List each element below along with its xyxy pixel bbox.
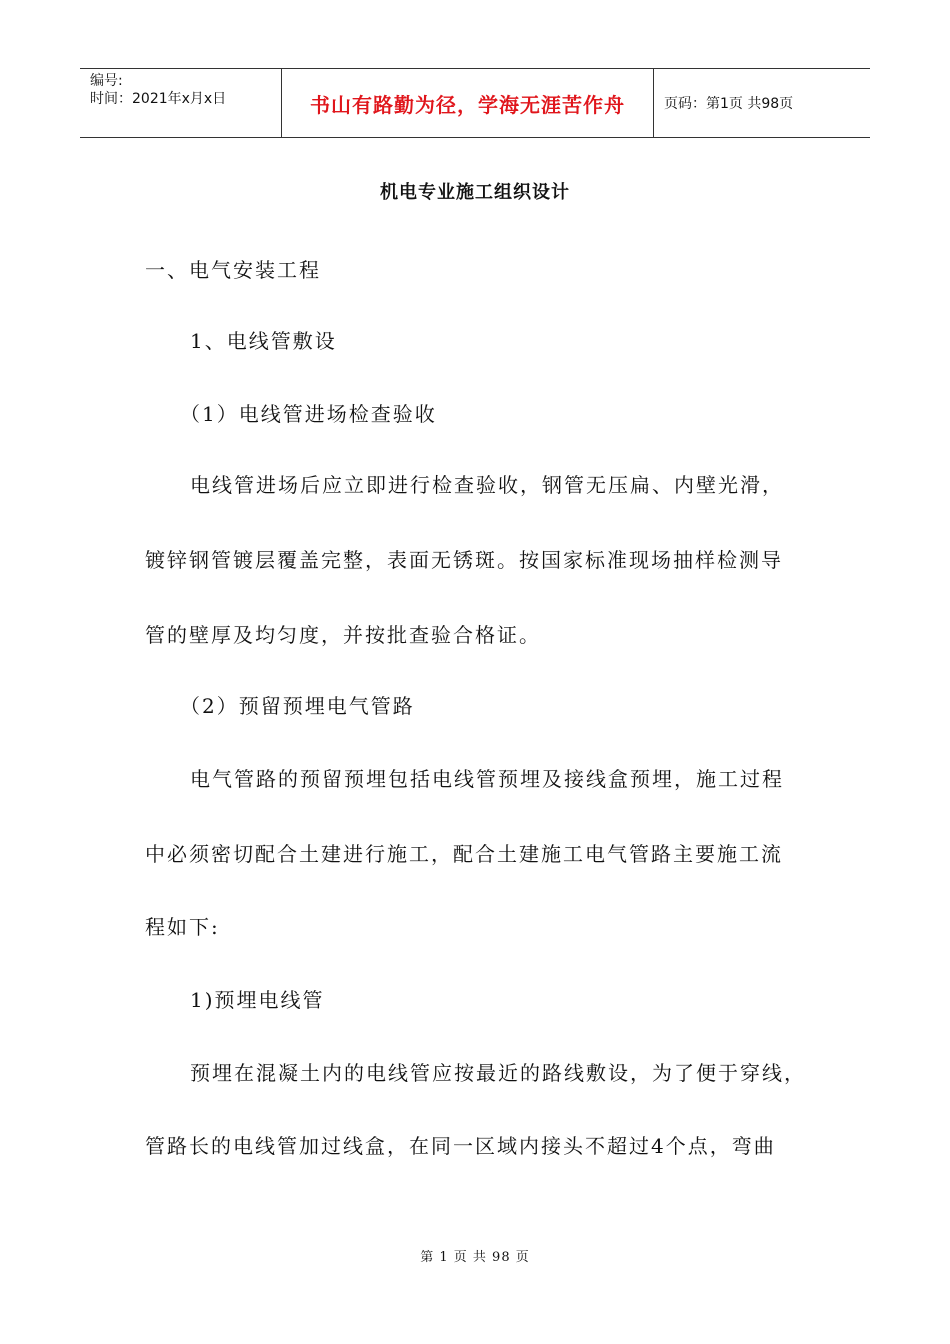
- page-header: [80, 68, 870, 138]
- section-heading: 一、电气安装工程: [145, 258, 321, 282]
- header-motto-cell: [282, 69, 654, 137]
- body-line: 预埋在混凝土内的电线管应按最近的路线敷设，为了便于穿线，: [190, 1061, 806, 1085]
- document-title: 机电专业施工组织设计: [380, 182, 570, 203]
- document-date: 时间：2021年x月x日: [90, 91, 227, 107]
- document-number-label: 编号:: [90, 73, 123, 89]
- header-motto: 书山有路勤为径，学海无涯苦作舟: [310, 92, 625, 117]
- body-line: 中必须密切配合土建进行施工，配合土建施工电气管路主要施工流: [145, 842, 783, 866]
- header-page-info: 页码：第1页 共98页: [664, 96, 794, 112]
- body-line: 电线管进场后应立即进行检查验收，钢管无压扁、内壁光滑，: [190, 473, 784, 497]
- body-line: 管的壁厚及均匀度，并按批查验合格证。: [145, 623, 541, 647]
- page-footer: 第 1 页 共 98 页: [420, 1250, 530, 1265]
- item-heading: （1）电线管进场检查验收: [180, 402, 437, 426]
- subitem-heading: 1)预埋电线管: [190, 988, 325, 1012]
- body-line: 程如下:: [145, 915, 220, 939]
- body-line: 电气管路的预留预埋包括电线管预埋及接线盒预埋，施工过程: [190, 767, 784, 791]
- subsection-heading: 1、电线管敷设: [190, 329, 337, 353]
- body-line: 镀锌钢管镀层覆盖完整，表面无锈斑。按国家标准现场抽样检测导: [145, 548, 783, 572]
- body-line: 管路长的电线管加过线盒，在同一区域内接头不超过4个点，弯曲: [145, 1134, 776, 1158]
- header-meta: [80, 69, 282, 137]
- header-page-info-cell: [654, 69, 870, 137]
- item-heading: （2）预留预埋电气管路: [180, 694, 415, 718]
